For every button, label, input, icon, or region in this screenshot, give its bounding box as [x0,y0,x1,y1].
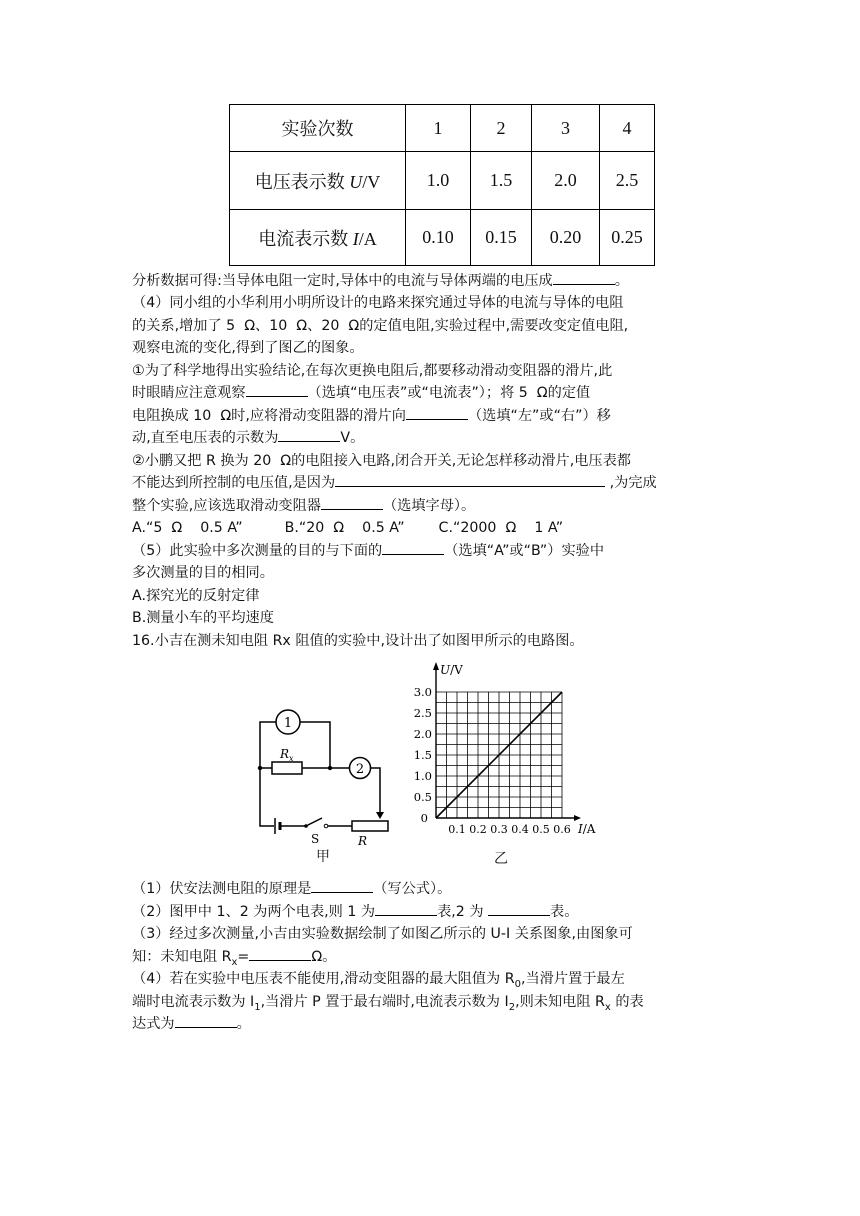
table-row-voltage [230,152,655,210]
options-line [132,517,563,539]
y-axis-arrow [433,662,439,670]
line-text: 。 [236,1016,251,1032]
ui-chart [400,658,610,840]
text-line [132,1013,251,1035]
line-text: ,当滑片置于最左 [520,971,625,987]
answer-blank[interactable] [335,472,605,487]
line-text: 时眼睛应注意观察 [132,385,246,401]
subscript: 2 [508,1001,516,1013]
text-line [132,315,628,337]
text-line [132,562,274,584]
y-tick-label: 2.5 [413,706,432,720]
y-tick-label: 1.5 [413,748,432,762]
line-text: B.测量小车的平均速度 [132,610,274,626]
current-label: 电流表示数 [258,228,353,249]
line-text: 知：未知电阻 R [132,949,232,965]
text-line [132,607,274,629]
chart-caption: 乙 [494,851,508,867]
line-text: （2）图甲中 1、2 为两个电表,则 1 为 [132,904,376,920]
line-text: 表。 [550,904,579,920]
text-line [132,495,475,517]
origin-label: 0 [420,811,428,825]
circuit-diagram [244,700,394,860]
line-text: （1）伏安法测电阻的原理是 [132,881,312,897]
line-text: ②小鹏又把 R 换为 20 Ω的电阻接入电路,闭合开关,无论怎样移动滑片,电压表都 [132,453,631,469]
table-cell: 2.5 [600,152,655,210]
answer-blank[interactable] [311,878,373,893]
line-text: 多次测量的目的相同。 [132,565,274,581]
answer-blank[interactable] [488,901,550,916]
line-text: （3）经过多次测量,小吉由实验数据绘制了如图乙所示的 U-I 关系图象,由图象可 [132,926,633,942]
question-16-intro [132,630,584,652]
line-text: = [237,949,250,965]
line-text: （5）此实验中多次测量的目的与下面的 [132,543,383,559]
switch-label: S [311,832,320,846]
table-header-cell: 3 [532,105,600,152]
line-text: （选填“左”或“右”）移 [467,408,611,424]
line-text: 表,2 为 [437,904,489,920]
line-text: V。 [340,430,365,446]
table-header-cell: 实验次数 [230,105,406,152]
text-line [132,901,578,923]
meter-1-label: 1 [283,716,293,731]
text-line [132,292,623,314]
text-line [132,427,364,449]
answer-blank[interactable] [175,1013,237,1028]
voltage-label: 电压表示数 [254,171,350,192]
text-line [132,450,631,472]
line-text: ,当滑片 P 置于最右端时,电流表示数为 I [260,994,509,1010]
line-text: 的表 [610,994,644,1010]
text-line [132,405,611,427]
line-text: （4）同小组的小华利用小明所设计的电路来探究通过导体的电流与导体的电阻 [132,295,624,311]
table-cell: 0.15 [471,210,532,266]
line-text: 不能达到所控制的电压值,是因为 [132,475,336,491]
table-cell: 0.20 [532,210,600,266]
y-axis-label: U/V [440,663,463,677]
option-a: A.“5 Ω 0.5 A” [132,520,243,536]
x-tick-label: 0.6 [553,823,571,836]
table-cell: 0.10 [406,210,471,266]
meter-2-label: 2 [355,762,365,777]
y-tick-label: 2.0 [413,727,432,741]
junction-dot [328,766,332,770]
voltage-label-cell [230,152,406,210]
voltage-unit: /V [362,171,381,192]
table-cell: 0.25 [600,210,655,266]
rheostat-slider [376,812,384,819]
y-tick-label: 3.0 [413,685,432,699]
option-c: C.“2000 Ω 1 A” [438,520,564,536]
line-text: 电阻换成 10 Ω时,应将滑动变阻器的滑片向 [132,408,406,424]
text-line [132,360,612,382]
line-text: 动,直至电压表的示数为 [132,430,279,446]
text-line [132,585,259,607]
table-header-cell: 4 [600,105,655,152]
text-line [132,382,590,404]
junction-dot [258,766,262,770]
y-tick-label: 0.5 [413,790,432,804]
answer-blank[interactable] [249,946,311,961]
current-label-cell [230,210,406,266]
rheostat-label: R [358,834,368,848]
table-header-cell: 1 [406,105,471,152]
answer-blank[interactable] [375,901,437,916]
x-tick-label: 0.2 [469,823,487,836]
line-text: 。 [614,273,629,289]
line-text: （4）若在实验中电压表不能使用,滑动变阻器的最大阻值为 R [132,971,515,987]
text-line [132,337,364,359]
line-text: 整个实验,应该选取滑动变阻器 [132,498,321,514]
line-text: 的关系,增加了 5 Ω、10 Ω、20 Ω的定值电阻,实验过程中,需要改变定值电阻, [132,318,629,334]
line-text: ,则未知电阻 R [515,994,605,1010]
line-text: （选填“电压表”或“电流表”）；将 5 Ω的定值 [307,385,591,401]
table-header-cell: 2 [471,105,532,152]
circuit-caption: 甲 [316,849,330,865]
line-text: Ω。 [311,949,337,965]
text-line [132,270,629,292]
switch-contact [304,824,308,828]
line-text: 端时电流表示数为 I [132,994,255,1010]
answer-blank[interactable] [382,540,444,555]
text-line [132,923,633,945]
text-line [132,540,604,562]
x-tick-label: 0.3 [490,823,508,836]
rx-label: $R_x$ [280,747,294,763]
text-line [132,472,657,494]
table-row-trial [230,105,655,152]
text-line [132,878,451,900]
answer-blank[interactable] [553,270,615,285]
x-tick-label: 0.1 [448,823,466,836]
x-axis-arrow [574,815,581,821]
table-row-current [230,210,655,266]
line-text: 观察电流的变化,得到了图乙的图象。 [132,340,364,356]
line-text: （选填字母）。 [382,498,476,514]
answer-blank[interactable] [278,427,340,442]
table-cell: 1.0 [406,152,471,210]
x-tick-label: 0.5 [532,823,550,836]
x-tick-label: 0.4 [511,823,529,836]
table-cell: 1.5 [471,152,532,210]
line-text: 16.小吉在测未知电阻 Rx 阻值的实验中,设计出了如图甲所示的电路图。 [132,633,584,649]
answer-blank[interactable] [246,382,308,397]
experiment-data-table [229,104,655,266]
line-text: ,为完成 [605,475,657,491]
subscript: x [604,1001,611,1013]
subscript: 0 [514,978,521,990]
voltage-var: U [349,171,363,192]
line-text: （写公式）。 [373,881,452,897]
answer-blank[interactable] [321,495,383,510]
subscript: x [231,956,238,968]
answer-blank[interactable] [406,405,468,420]
subscript: 1 [254,1001,261,1013]
current-unit: /A [358,228,377,249]
line-text: （选填“A”或“B”）实验中 [444,543,605,559]
option-b: B.“20 Ω 0.5 A” [284,520,405,536]
line-text: A.探究光的反射定律 [132,588,260,604]
table-cell: 2.0 [532,152,600,210]
y-tick-label: 1.0 [413,769,432,783]
line-text: ①为了科学地得出实验结论,在每次更换电阻后,都要移动滑动变阻器的滑片,此 [132,363,613,379]
line-text: 达式为 [132,1016,175,1032]
current-var: I [352,228,359,249]
switch-contact [324,824,328,828]
x-axis-label: I/A [578,822,596,836]
line-text: 分析数据可得:当导体电阻一定时,导体中的电流与导体两端的电压成 [132,273,553,289]
